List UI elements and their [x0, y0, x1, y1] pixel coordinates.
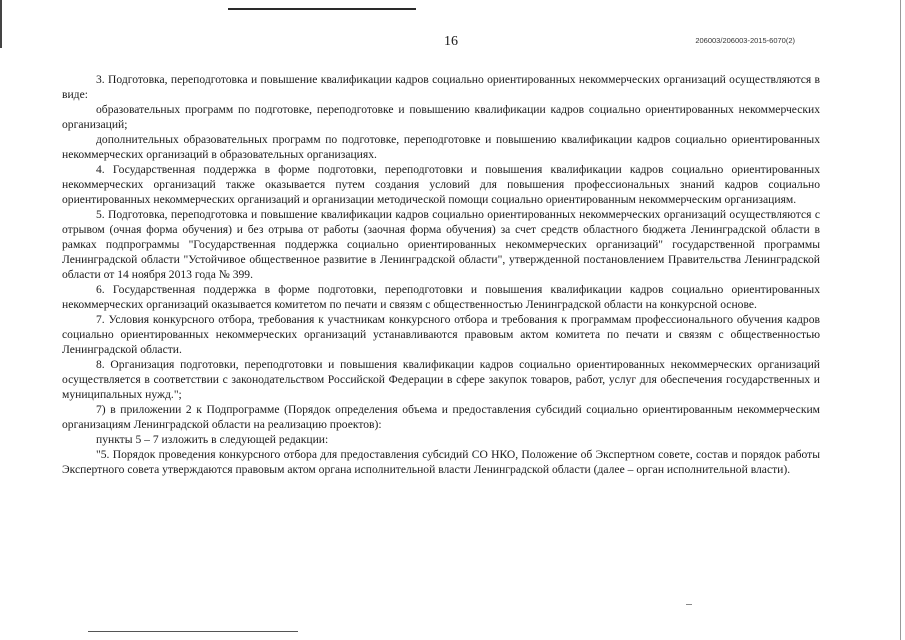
paragraph: 7. Условия конкурсного отбора, требования к участникам конкурсного отбора и требования к программам профессионального обучения кадров социально ориентированных некоммерческих организаций устанавливаются правовым актом комитета по печати и связям с общественностью Ленинградской области.	[62, 313, 820, 356]
paragraph: 8. Организация подготовки, переподготовки и повышения квалификации кадров социально ориентированных некоммерческих организаций осуществляется в соответствии с законодательством Российской Федерации в сфере закупок товаров, работ, услуг для обеспечения государственных и муниципальных нужд.";	[62, 358, 820, 401]
paragraph: пункты 5 – 7 изложить в следующей редакции:	[96, 433, 329, 446]
paragraph: 6. Государственная поддержка в форме подготовки, переподготовки и повышения квалификации кадров социально ориентированных некоммерческих организаций оказывается комитетом по печати и связям с общественностью Ленинградской области на конкурсной основе.	[62, 283, 820, 311]
document-code: 206003/206003-2015-6070(2)	[695, 36, 795, 45]
footnote-separator	[88, 631, 298, 632]
scan-artifact-dot	[686, 604, 692, 605]
page-number: 16	[444, 34, 458, 49]
paragraph: 3. Подготовка, переподготовка и повышение квалификации кадров социально ориентированных некоммерческих организаций осуществляются в виде:	[62, 73, 820, 101]
paragraph: "5. Порядок проведения конкурсного отбора для предоставления субсидий СО НКО, Положение об Экспертном совете, состав и порядок работы Экспертного совета утверждаются правовым актом органа исполнительной власти Ленинградской области (далее – орган исполнительной власти).	[62, 448, 820, 476]
scan-edge-mark	[0, 0, 2, 48]
paragraph: 7) в приложении 2 к Подпрограмме (Порядок определения объема и предоставления субсидий социально ориентированным некоммерческим организациям Ленинградской области на реализацию проектов):	[62, 403, 820, 431]
document-body	[62, 72, 820, 477]
paragraph: образовательных программ по подготовке, переподготовке и повышению квалификации кадров социально ориентированных некоммерческих организаций;	[62, 103, 820, 131]
page-edge	[900, 0, 901, 640]
paragraph: 5. Подготовка, переподготовка и повышение квалификации кадров социально ориентированных некоммерческих организаций осуществляются с отрывом (очная форма обучения) и без отрыва от работы (заочная форма обучения) за счет средств областного бюджета Ленинградской области в рамках подпрограммы "Государственная поддержка социально ориентированных некоммерческих организаций" государственной программы Ленинградской области "Устойчивое общественное развитие в Ленинградской области", утвержденной постановлением Правительства Ленинградской области от 14 ноября 2013 года № 399.	[62, 208, 820, 281]
scan-artifact-line	[228, 8, 416, 10]
paragraph: 4. Государственная поддержка в форме подготовки, переподготовки и повышения квалификации кадров социально ориентированных некоммерческих организаций также оказывается путем создания условий для повышения профессиональных знаний кадров социально ориентированных некоммерческих организаций и организации методической помощи социально ориентированным некоммерческим организациям.	[62, 163, 820, 206]
paragraph: дополнительных образовательных программ по подготовке, переподготовке и повышению квалификации кадров социально ориентированных некоммерческих организаций в образовательных организациях.	[62, 133, 820, 161]
